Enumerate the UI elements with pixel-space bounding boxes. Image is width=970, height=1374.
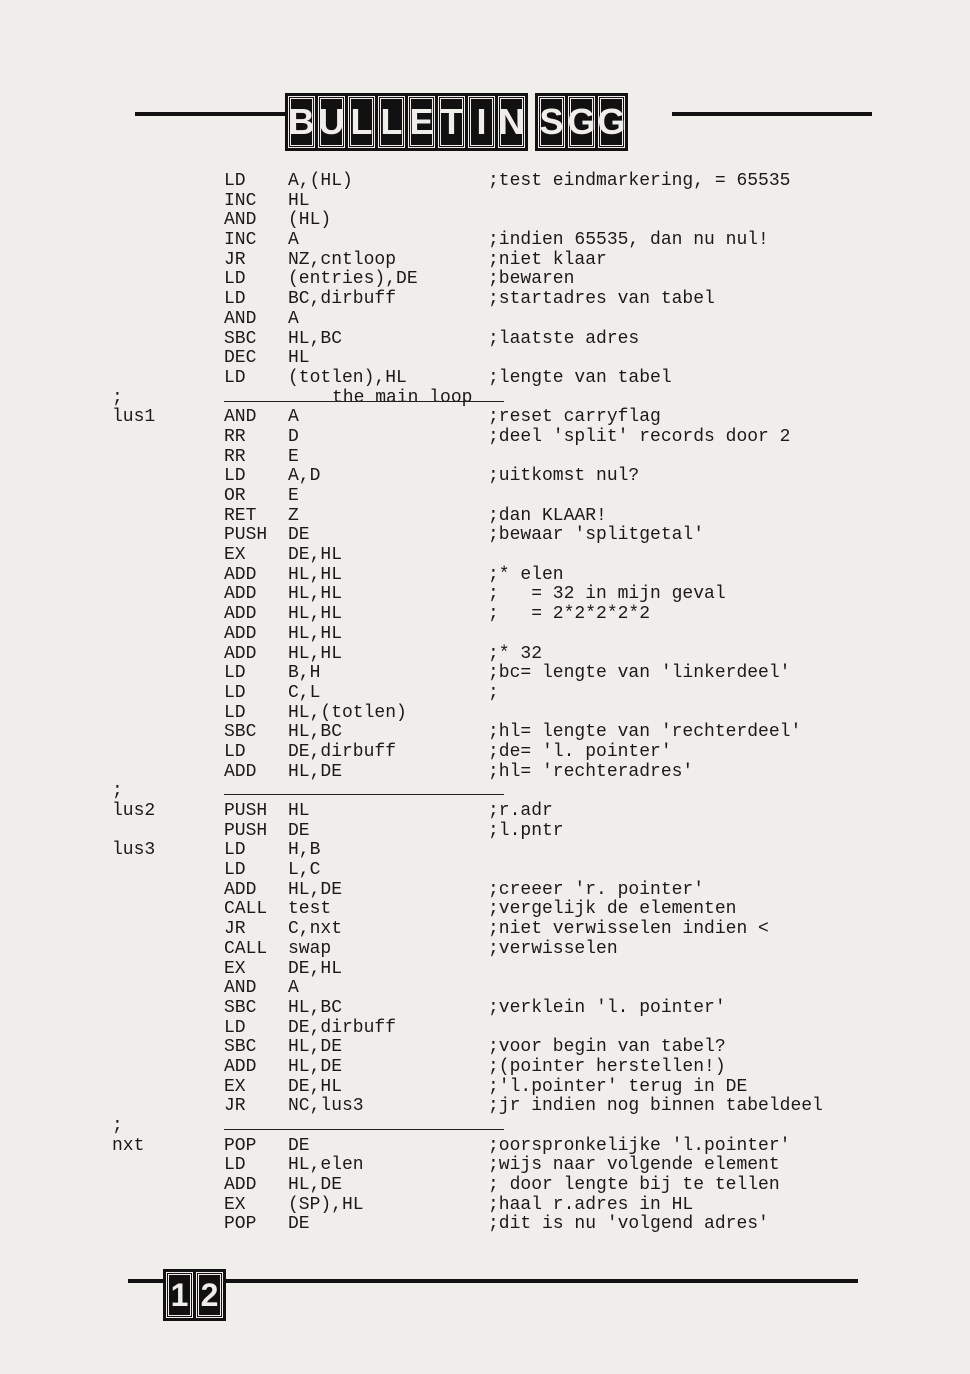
code-label: nxt: [112, 1135, 145, 1156]
code-comment: ;startadres van tabel: [488, 289, 715, 310]
footer-rule: [128, 1279, 858, 1283]
code-label: ;: [112, 1116, 123, 1136]
code-operands: C,nxt: [288, 919, 343, 940]
code-operands: (SP),HL: [288, 1194, 364, 1215]
code-operands: HL,HL: [288, 623, 343, 644]
code-opcode: CALL: [224, 899, 268, 920]
page-digit: 1: [166, 1272, 193, 1318]
code-comment: ;bc= lengte van 'linkerdeel': [488, 663, 791, 684]
masthead-letter: G: [568, 96, 595, 148]
code-comment: ;* 32: [488, 643, 543, 664]
code-opcode: RET: [224, 505, 257, 526]
code-comment: ;hl= lengte van 'rechterdeel': [488, 722, 802, 743]
code-opcode: DEC: [224, 348, 257, 369]
code-comment: ;creeer 'r. pointer': [488, 879, 705, 900]
masthead-letter: T: [438, 96, 465, 148]
code-operands: HL,DE: [288, 1056, 343, 1077]
header-rule-left: [135, 112, 290, 116]
code-operands: (entries),DE: [288, 269, 418, 290]
code-opcode: POP: [224, 1135, 257, 1156]
code-comment: the main loop: [332, 387, 473, 408]
code-operands: HL,DE: [288, 761, 343, 782]
code-opcode: JR: [224, 919, 246, 940]
masthead-letter: U: [318, 96, 345, 148]
code-comment: ;lengte van tabel: [488, 367, 672, 388]
code-comment: ;verklein 'l. pointer': [488, 997, 726, 1018]
code-opcode: PUSH: [224, 820, 268, 841]
code-opcode: OR: [224, 486, 246, 506]
code-operands: DE,HL: [288, 545, 343, 566]
code-operands: HL,HL: [288, 584, 343, 605]
code-comment: ;indien 65535, dan nu nul!: [488, 230, 769, 251]
code-operands: DE: [288, 1214, 310, 1235]
code-opcode: JR: [224, 249, 246, 270]
code-comment: ;bewaren: [488, 269, 575, 290]
code-comment: ;de= 'l. pointer': [488, 741, 672, 762]
code-opcode: INC: [224, 190, 257, 211]
code-operands: C,L: [288, 682, 321, 703]
code-comment: ;l.pntr: [488, 820, 564, 841]
code-operands: DE: [288, 1135, 310, 1156]
code-opcode: ADD: [224, 604, 257, 625]
code-operands: (HL): [288, 210, 332, 231]
code-opcode: CALL: [224, 938, 268, 959]
code-operands: HL,BC: [288, 997, 343, 1018]
code-comment: ;oorspronkelijke 'l.pointer': [488, 1135, 791, 1156]
code-operands: NZ,cntloop: [288, 249, 397, 270]
code-comment: ;vergelijk de elementen: [488, 899, 737, 920]
code-opcode: LD: [224, 269, 246, 290]
code-comment: ;verwisselen: [488, 938, 618, 959]
code-opcode: EX: [224, 1076, 246, 1097]
separator-rule: [224, 1129, 504, 1130]
code-opcode: PUSH: [224, 525, 268, 546]
code-operands: E: [288, 446, 299, 467]
code-operands: D: [288, 426, 299, 447]
code-comment: ;* elen: [488, 564, 564, 585]
code-opcode: LD: [224, 1017, 246, 1038]
code-opcode: SBC: [224, 997, 257, 1018]
code-comment: ;'l.pointer' terug in DE: [488, 1076, 748, 1097]
code-operands: HL,HL: [288, 564, 343, 585]
code-operands: HL,DE: [288, 1037, 343, 1058]
code-operands: HL,BC: [288, 722, 343, 743]
code-operands: HL: [288, 801, 310, 821]
code-comment: ;deel 'split' records door 2: [488, 426, 791, 447]
page-digit: 2: [196, 1272, 223, 1318]
code-comment: ;wijs naar volgende element: [488, 1155, 780, 1176]
code-operands: HL,BC: [288, 328, 343, 349]
code-opcode: EX: [224, 545, 246, 566]
code-operands: A,(HL): [288, 171, 353, 191]
page-number: [166, 1272, 226, 1318]
code-opcode: AND: [224, 407, 257, 428]
code-comment: ;haal r.adres in HL: [488, 1194, 694, 1215]
code-comment: ; = 2*2*2*2*2: [488, 604, 651, 625]
code-comment: ;(pointer herstellen!): [488, 1056, 726, 1077]
code-opcode: LD: [224, 466, 246, 487]
masthead: [288, 96, 628, 156]
code-operands: A: [288, 230, 299, 251]
masthead-letter: E: [408, 96, 435, 148]
code-operands: B,H: [288, 663, 321, 684]
code-opcode: ADD: [224, 643, 257, 664]
code-opcode: AND: [224, 308, 257, 329]
code-label: lus1: [112, 407, 156, 428]
code-opcode: LD: [224, 840, 246, 861]
code-opcode: ADD: [224, 1175, 257, 1196]
code-operands: (totlen),HL: [288, 367, 407, 388]
code-operands: test: [288, 899, 332, 920]
code-opcode: LD: [224, 702, 246, 723]
code-label: lus3: [112, 840, 156, 861]
code-operands: H,B: [288, 840, 321, 861]
code-comment: ;r.adr: [488, 801, 553, 821]
code-operands: HL,(totlen): [288, 702, 407, 723]
code-opcode: LD: [224, 1155, 246, 1176]
code-operands: A: [288, 978, 299, 999]
code-opcode: LD: [224, 860, 246, 881]
code-operands: swap: [288, 938, 332, 959]
code-comment: ;jr indien nog binnen tabeldeel: [488, 1096, 823, 1117]
code-opcode: AND: [224, 978, 257, 999]
code-comment: ;niet verwisselen indien <: [488, 919, 769, 940]
code-opcode: AND: [224, 210, 257, 231]
code-operands: NC,lus3: [288, 1096, 364, 1117]
code-comment: ;uitkomst nul?: [488, 466, 640, 487]
code-label: ;: [112, 781, 123, 802]
code-comment: ;test eindmarkering, = 65535: [488, 171, 791, 191]
code-opcode: RR: [224, 426, 246, 447]
code-opcode: ADD: [224, 623, 257, 644]
code-opcode: LD: [224, 367, 246, 388]
code-operands: BC,dirbuff: [288, 289, 397, 310]
code-operands: HL: [288, 348, 310, 369]
code-opcode: SBC: [224, 1037, 257, 1058]
code-comment: ;dit is nu 'volgend adres': [488, 1214, 769, 1235]
code-operands: L,C: [288, 860, 321, 881]
masthead-letter: I: [468, 96, 495, 148]
code-operands: HL,HL: [288, 643, 343, 664]
code-opcode: ADD: [224, 564, 257, 585]
masthead-letter: S: [538, 96, 565, 148]
code-opcode: LD: [224, 682, 246, 703]
code-operands: A,D: [288, 466, 321, 487]
separator-rule: [224, 794, 504, 795]
code-operands: HL,DE: [288, 1175, 343, 1196]
code-opcode: SBC: [224, 722, 257, 743]
masthead-letter: B: [288, 96, 315, 148]
code-comment: ;reset carryflag: [488, 407, 661, 428]
code-operands: Z: [288, 505, 299, 526]
code-opcode: PUSH: [224, 801, 268, 821]
code-opcode: LD: [224, 741, 246, 762]
code-opcode: SBC: [224, 328, 257, 349]
code-label: lus2: [112, 801, 156, 821]
code-opcode: ADD: [224, 761, 257, 782]
code-label: ;: [112, 387, 123, 408]
code-comment: ;: [488, 682, 499, 703]
code-opcode: INC: [224, 230, 257, 251]
code-comment: ;laatste adres: [488, 328, 640, 349]
masthead-letter: L: [348, 96, 375, 148]
code-operands: HL,HL: [288, 604, 343, 625]
separator-rule: [224, 401, 504, 402]
code-comment: ;dan KLAAR!: [488, 505, 607, 526]
code-opcode: ADD: [224, 879, 257, 900]
code-operands: HL,elen: [288, 1155, 364, 1176]
code-opcode: ADD: [224, 584, 257, 605]
code-operands: DE: [288, 820, 310, 841]
code-operands: HL: [288, 190, 310, 211]
code-operands: HL,DE: [288, 879, 343, 900]
code-opcode: LD: [224, 171, 246, 191]
code-operands: A: [288, 308, 299, 329]
masthead-letter: N: [498, 96, 525, 148]
header-rule-right: [672, 112, 872, 116]
code-opcode: POP: [224, 1214, 257, 1235]
code-operands: E: [288, 486, 299, 506]
code-opcode: ADD: [224, 1056, 257, 1077]
code-opcode: JR: [224, 1096, 246, 1117]
code-opcode: EX: [224, 958, 246, 979]
code-operands: DE,dirbuff: [288, 1017, 397, 1038]
code-comment: ; = 32 in mijn geval: [488, 584, 726, 605]
code-opcode: LD: [224, 663, 246, 684]
masthead-letter: G: [598, 96, 625, 148]
code-operands: DE: [288, 525, 310, 546]
code-comment: ;niet klaar: [488, 249, 607, 270]
code-comment: ; door lengte bij te tellen: [488, 1175, 780, 1196]
code-operands: DE,HL: [288, 1076, 343, 1097]
code-comment: ;hl= 'rechteradres': [488, 761, 694, 782]
code-opcode: EX: [224, 1194, 246, 1215]
code-opcode: RR: [224, 446, 246, 467]
code-operands: DE,dirbuff: [288, 741, 397, 762]
code-comment: ;bewaar 'splitgetal': [488, 525, 705, 546]
code-operands: A: [288, 407, 299, 428]
code-opcode: LD: [224, 289, 246, 310]
code-operands: DE,HL: [288, 958, 343, 979]
code-comment: ;voor begin van tabel?: [488, 1037, 726, 1058]
masthead-letter: L: [378, 96, 405, 148]
